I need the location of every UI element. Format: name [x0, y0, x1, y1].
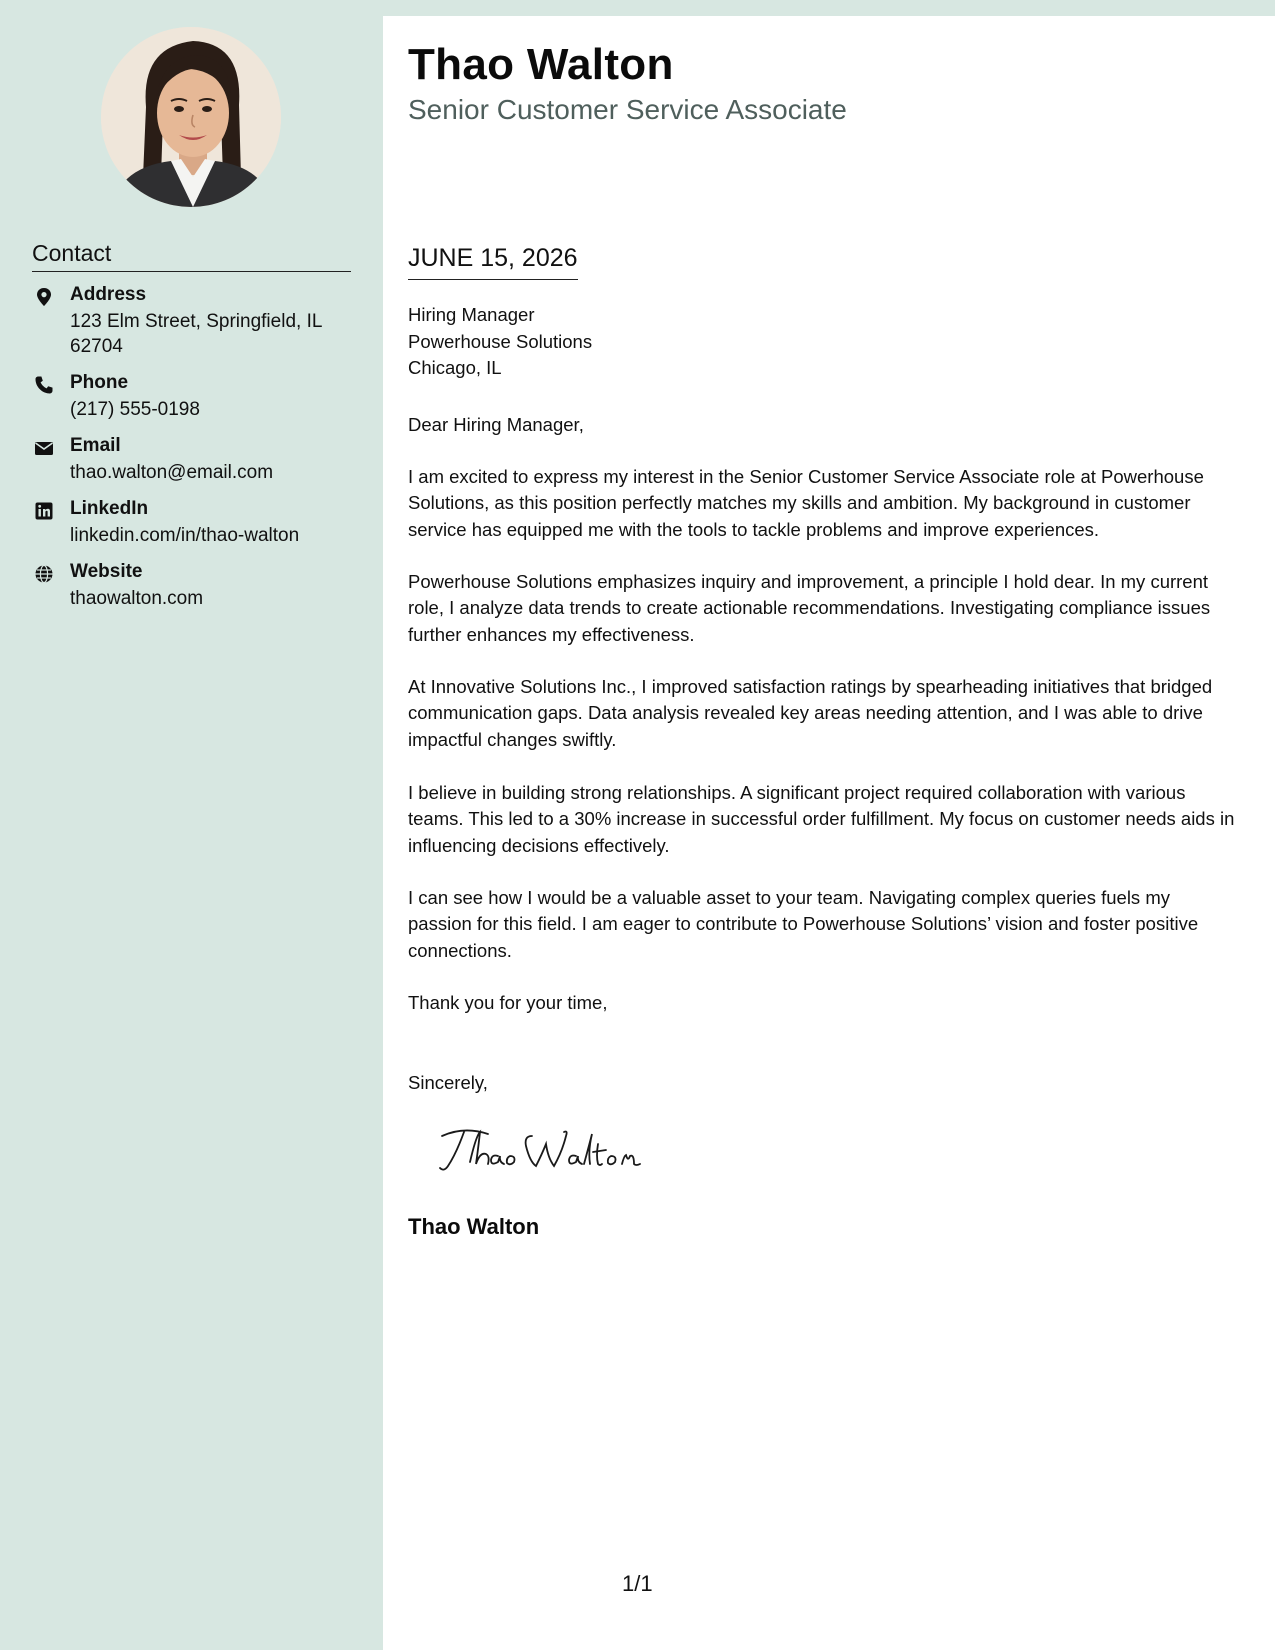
top-strip	[0, 0, 1275, 16]
globe-icon	[34, 564, 54, 584]
applicant-name: Thao Walton	[408, 40, 674, 89]
thanks-line: Thank you for your time,	[408, 992, 608, 1013]
recipient-line: Hiring Manager	[408, 304, 535, 325]
signer-name: Thao Walton	[408, 1214, 540, 1239]
phone-icon	[34, 375, 54, 395]
paragraph: I believe in building strong relationships. A significant project required collaboration with various teams. This led to a 30% increase in successful order fulfillment. My focus on customer needs aids in influencing decisions effectively.	[408, 782, 1235, 856]
avatar	[101, 27, 281, 207]
closing: Sincerely,	[408, 1072, 488, 1093]
linkedin-value: linkedin.com/in/thao-walton	[70, 525, 300, 546]
letter-date: JUNE 15, 2026	[408, 244, 578, 280]
recipient-block	[408, 302, 592, 382]
phone-label: Phone	[70, 372, 129, 393]
email-label: Email	[70, 435, 121, 456]
handwritten-signature	[436, 1122, 646, 1187]
paragraph: I can see how I would be a valuable asset to your team. Navigating complex queries fuels my passion for this field. I am eager to contribute to Powerhouse Solutions’ vision and foster positive connections.	[408, 887, 1199, 961]
salutation: Dear Hiring Manager,	[408, 414, 584, 435]
email-value: thao.walton@email.com	[70, 462, 274, 483]
contact-heading: Contact	[32, 240, 351, 272]
phone-value: (217) 555-0198	[70, 399, 200, 420]
website-value: thaowalton.com	[70, 588, 204, 609]
address-label: Address	[70, 284, 147, 305]
linkedin-icon	[34, 501, 54, 521]
website-label: Website	[70, 561, 143, 582]
page-number: 1/1	[622, 1571, 653, 1596]
recipient-line: Powerhouse Solutions	[408, 330, 593, 352]
linkedin-label: LinkedIn	[70, 498, 149, 519]
paragraph: At Innovative Solutions Inc., I improved satisfaction ratings by spearheading initiatives that bridged communication gaps. Data analysis revealed key areas needing attention, and I was able to drive impactful changes swiftly.	[408, 676, 1213, 750]
envelope-icon	[34, 438, 54, 458]
address-value: 123 Elm Street, Springfield, IL 62704	[70, 311, 322, 357]
map-pin-icon	[34, 287, 54, 307]
paragraph: Powerhouse Solutions emphasizes inquiry and improvement, a principle I hold dear. In my current role, I analyze data trends to create actionable recommendations. Investigating compliance issues further enhances my effectiveness.	[408, 571, 1211, 645]
job-title: Senior Customer Service Associate	[408, 94, 847, 125]
recipient-line: Chicago, IL	[408, 357, 502, 378]
paragraph: I am excited to express my interest in the Senior Customer Service Associate role at Powerhouse Solutions, as this position perfectly matches my skills and ambition. My background in customer service has equipped me with the tools to tackle problems and improve experiences.	[408, 466, 1204, 540]
